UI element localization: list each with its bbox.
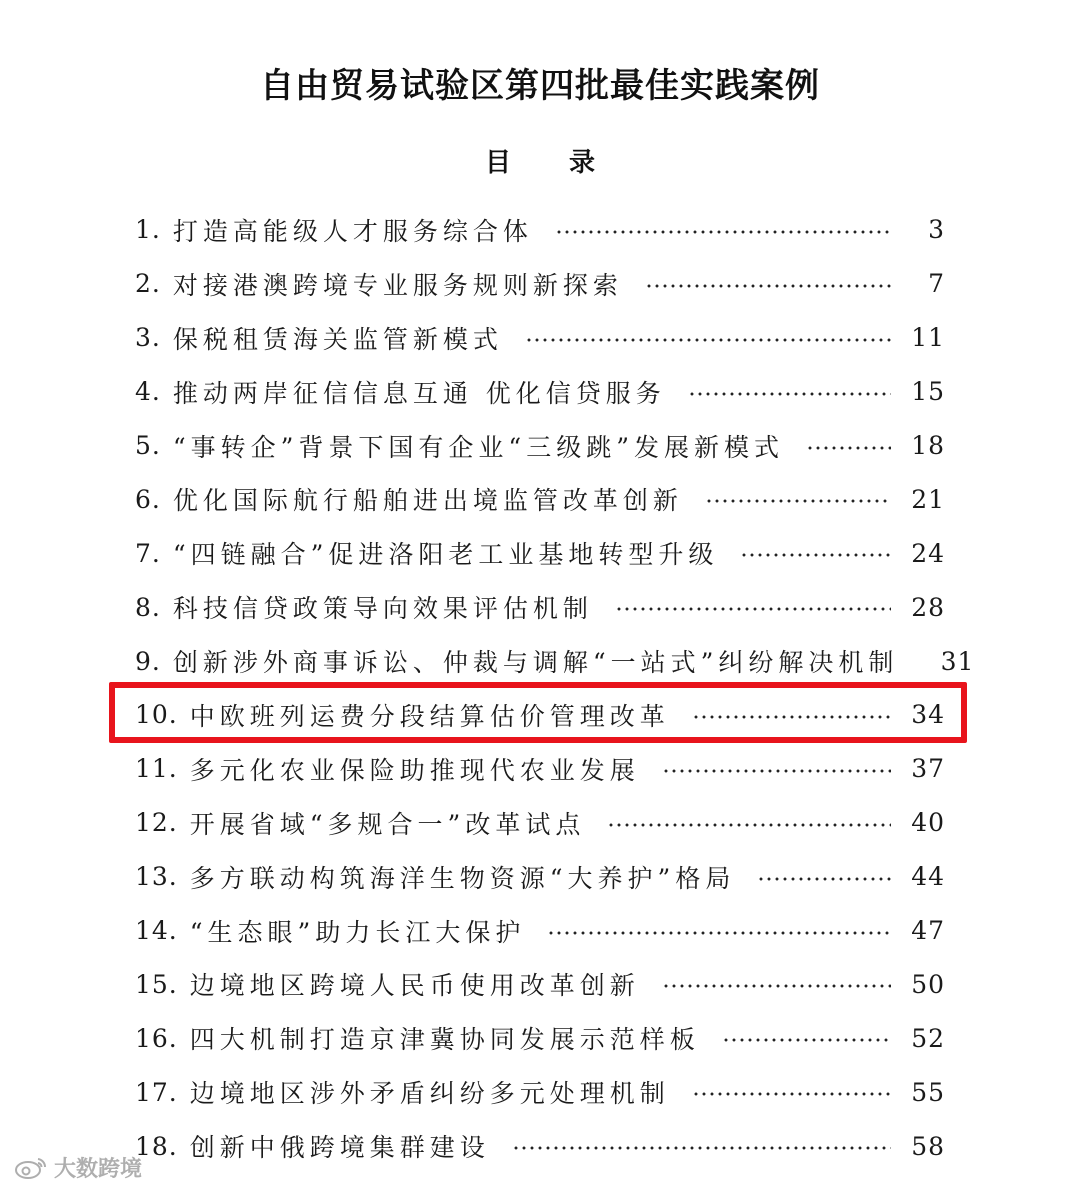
toc-leader-dots <box>692 1092 891 1096</box>
toc-entry-title: 优化国际航行船舶进出境监管改革创新 <box>172 486 683 516</box>
toc-entry-number: 18. <box>135 1131 178 1161</box>
toc-entry-title: 边境地区涉外矛盾纠纷多元处理机制 <box>189 1079 670 1109</box>
toc-entry-number: 13. <box>135 862 178 892</box>
toc-entry-number: 9. <box>135 646 161 676</box>
toc-leader-dots <box>547 931 891 935</box>
toc-entry[interactable] <box>135 634 975 688</box>
toc-leader-dots <box>607 823 891 827</box>
toc-entry[interactable] <box>135 1065 945 1119</box>
toc-entry[interactable] <box>135 796 945 850</box>
toc-entry-page: 21 <box>911 484 945 514</box>
toc-entry-number: 10. <box>135 700 178 730</box>
toc-entry-page: 55 <box>911 1077 945 1107</box>
toc-entry-title: 多方联动构筑海洋生物资源“大养护”格局 <box>189 863 736 893</box>
toc-entry-number: 11. <box>135 754 178 784</box>
toc-entry-page: 34 <box>911 700 945 730</box>
toc-entry-number: 12. <box>135 808 178 838</box>
toc-entry-page: 28 <box>911 592 945 622</box>
toc-leader-dots <box>806 446 891 450</box>
toc-entry-page: 44 <box>911 862 945 892</box>
toc-entry-title: “生态眼”助力长江大保护 <box>189 917 526 947</box>
toc-leader-dots <box>645 284 891 288</box>
toc-entry[interactable] <box>135 850 945 904</box>
toc-entry-page: 37 <box>911 754 945 784</box>
toc-entry-title: “事转企”背景下国有企业“三级跳”发展新模式 <box>172 432 784 462</box>
toc-entry-page: 3 <box>928 215 945 245</box>
toc-entry-page: 15 <box>911 377 945 407</box>
toc-entry-number: 16. <box>135 1023 178 1053</box>
toc-entry-title: 多元化农业保险助推现代农业发展 <box>189 755 640 785</box>
document-title: 自由贸易试验区第四批最佳实践案例 <box>260 66 820 106</box>
toc-entry[interactable] <box>135 1119 945 1173</box>
toc-entry[interactable] <box>135 203 945 257</box>
toc-entry-page: 11 <box>911 323 945 353</box>
toc-entry[interactable] <box>135 957 945 1011</box>
toc-heading: 目录 <box>484 148 653 178</box>
toc-entry-number: 15. <box>135 969 178 999</box>
toc-entry-page: 50 <box>911 969 945 999</box>
toc-entry-title: “四链融合”促进洛阳老工业基地转型升级 <box>172 540 719 570</box>
highlight-box <box>109 682 967 743</box>
toc-entry[interactable] <box>135 526 945 580</box>
toc-leader-dots <box>555 230 891 234</box>
toc-leader-dots <box>722 1038 891 1042</box>
toc-entry-title: 创新涉外商事诉讼、仲裁与调解“一站式”纠纷解决机制 <box>172 648 899 678</box>
toc-entry-title: 四大机制打造京津冀协同发展示范样板 <box>189 1025 700 1055</box>
toc-entry-title: 对接港澳跨境专业服务规则新探索 <box>172 270 623 300</box>
toc-entry-title: 边境地区跨境人民币使用改革创新 <box>189 971 640 1001</box>
toc-leader-dots <box>757 877 891 881</box>
toc-entry-page: 24 <box>911 538 945 568</box>
toc-entry-title: 科技信贷政策导向效果评估机制 <box>172 594 593 624</box>
toc-entry-page: 18 <box>911 431 945 460</box>
toc-leader-dots <box>740 553 891 557</box>
toc-leader-dots <box>662 769 891 773</box>
toc-entry[interactable] <box>135 742 945 796</box>
toc-leader-dots <box>662 984 891 988</box>
toc-entry-title: 创新中俄跨境集群建设 <box>189 1133 490 1163</box>
toc-entry-page: 40 <box>911 808 945 838</box>
toc-entry-number: 5. <box>135 431 161 460</box>
toc-entry-page: 52 <box>911 1023 945 1053</box>
toc-entry[interactable] <box>135 311 945 365</box>
toc-entry[interactable] <box>135 1011 945 1065</box>
toc-leader-dots <box>705 499 891 503</box>
toc-entry-page: 31 <box>940 646 975 676</box>
toc-entry[interactable] <box>135 257 945 311</box>
watermark <box>14 1152 142 1183</box>
toc-leader-dots <box>615 607 891 611</box>
toc-entry-title: 中欧班列运费分段结算估价管理改革 <box>189 701 670 731</box>
toc-entry-page: 7 <box>928 269 945 299</box>
toc-leader-dots <box>512 1146 891 1150</box>
toc-entry-number: 3. <box>135 323 161 353</box>
toc-entry[interactable] <box>135 472 945 526</box>
toc-leader-dots <box>525 338 891 342</box>
toc-entry[interactable] <box>135 365 945 419</box>
toc-entry-number: 6. <box>135 484 161 514</box>
toc-entry[interactable] <box>135 580 945 634</box>
toc-entry-title: 打造高能级人才服务综合体 <box>172 216 533 246</box>
toc-entry-title: 开展省域“多规合一”改革试点 <box>189 809 586 839</box>
toc-entry-number: 1. <box>135 215 161 245</box>
toc-entry-number: 7. <box>135 538 161 568</box>
toc-leader-dots <box>688 392 891 396</box>
toc-entry-number: 8. <box>135 592 161 622</box>
toc-entry-page: 47 <box>911 916 945 946</box>
toc-entry-page: 58 <box>911 1131 945 1161</box>
toc-entry-number: 2. <box>135 269 161 299</box>
toc-entry-title: 保税租赁海关监管新模式 <box>172 324 503 354</box>
toc-entry[interactable] <box>135 419 945 473</box>
toc-entry-number: 14. <box>135 916 178 946</box>
toc-entry-title: 推动两岸征信信息互通 优化信贷服务 <box>172 378 666 408</box>
toc-entry[interactable] <box>135 904 945 958</box>
toc-entry-number: 4. <box>135 377 161 407</box>
weibo-logo-icon <box>14 1156 48 1180</box>
toc-entry-number: 17. <box>135 1077 178 1107</box>
watermark-text: 大数跨境 <box>54 1157 143 1182</box>
